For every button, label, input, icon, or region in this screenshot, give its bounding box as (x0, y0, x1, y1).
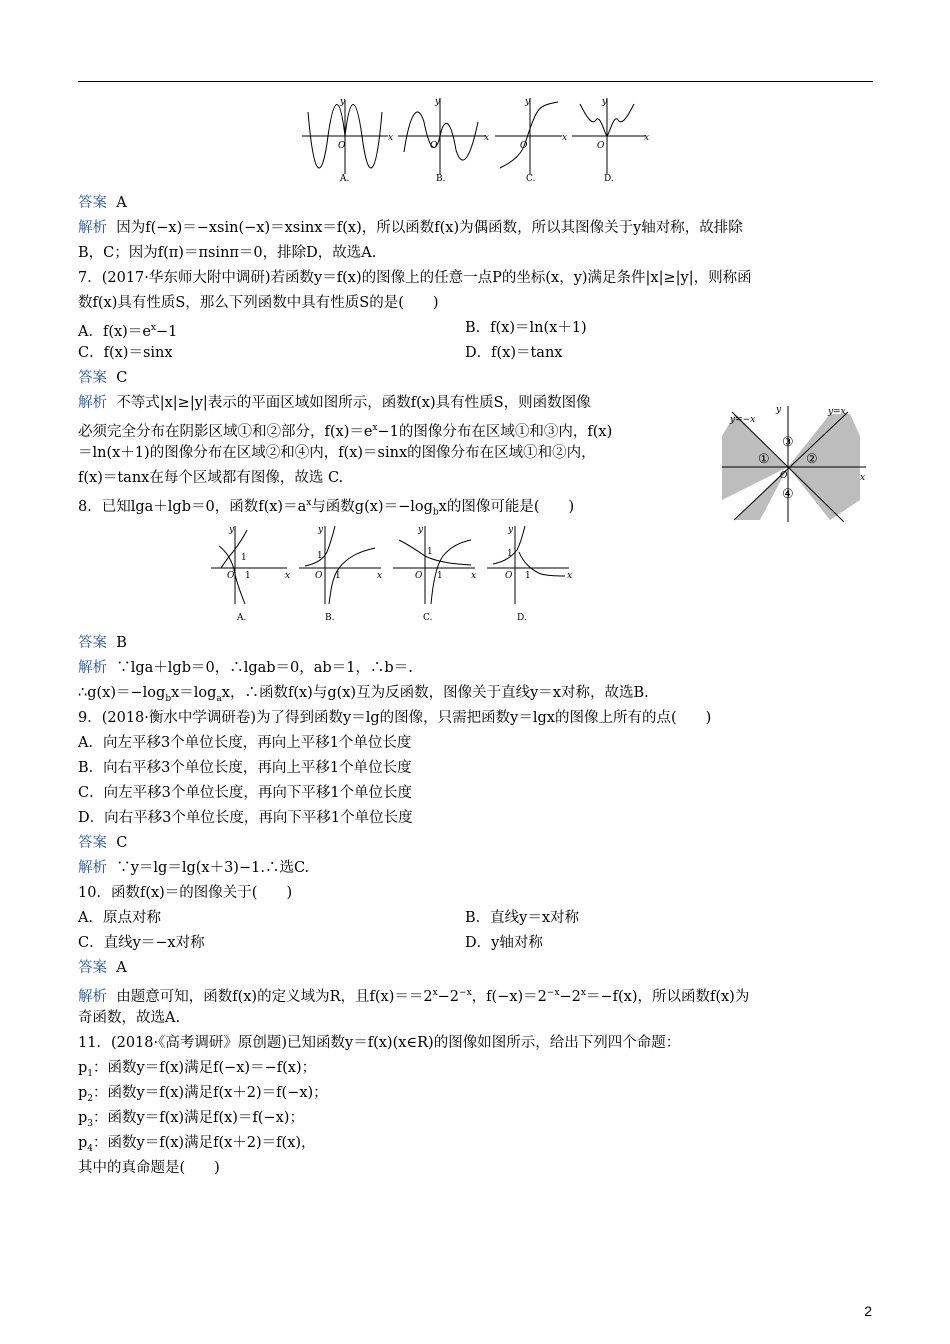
q9-option-b: B．向右平移3个单位长度，再向上平移1个单位长度 (78, 760, 412, 776)
q8-d-y: y (508, 525, 514, 535)
explanation-label: 解析 (78, 660, 107, 676)
q6-b-label: B. (436, 174, 446, 184)
q10-answer-line (78, 958, 127, 978)
q7-region-figure (720, 400, 880, 524)
q8-stem: 8．已知lga＋lgb＝0，函数$f(x)=a^x$与函数$g(x)=-\log_bx$的图像可能是( ) (78, 498, 575, 518)
page-number: 2 (864, 1303, 872, 1319)
q8-a-one: 1 (241, 553, 247, 563)
q6-b-x-label: x (484, 133, 490, 143)
label-y-x: y=x (828, 407, 846, 417)
q8-d-o: O (505, 571, 513, 581)
q8-graph-b (299, 526, 381, 604)
q8-c-y: y (418, 525, 424, 535)
q8-d-one: 1 (507, 549, 513, 559)
q8-c-o: O (415, 571, 423, 581)
answer-label: 答案 (78, 370, 107, 386)
label-y-neg-x: y=−x (730, 415, 756, 425)
explanation-label: 解析 (78, 220, 107, 236)
q10-answer: A (116, 960, 127, 976)
q6-b-origin: O (430, 141, 438, 151)
q8-graph-a (211, 526, 287, 604)
q8-figure (205, 518, 580, 626)
q6-figure (300, 92, 660, 184)
q11-prop-2: $p_2$：函数y＝f(x)满足f(x＋2)＝f(−x)； (78, 1085, 328, 1104)
q8-answer-line (78, 633, 127, 653)
explanation-label: 解析 (78, 988, 107, 1005)
explanation-label: 解析 (78, 395, 107, 411)
q7-exp-line3: ＝ln(x＋1)的图像分布在区域②和④内，f(x)＝sinx的图像分布在区域①和②内， (78, 445, 596, 461)
q8-b-x: x (377, 571, 383, 581)
explanation-label: 解析 (78, 860, 107, 876)
q11-tail: 其中的真命题是( ) (78, 1160, 220, 1176)
answer-label: 答案 (78, 835, 107, 851)
q8-d-one-x: 1 (525, 571, 531, 581)
q8-graph-d (487, 526, 569, 604)
q8-c-label: C. (423, 613, 433, 623)
q8-b-one: 1 (317, 551, 323, 561)
q6-c-x-label: x (562, 133, 568, 143)
q10-option-d: D．y轴对称 (465, 935, 543, 951)
q9-answer: C (116, 835, 128, 851)
q7-answer-line (78, 368, 127, 388)
q6-d-origin: O (597, 141, 605, 151)
region-2-label: ② (806, 452, 818, 467)
q8-a-o: O (227, 571, 235, 581)
answer-label: 答案 (78, 195, 107, 211)
q8-a-one-x: 1 (245, 571, 251, 581)
q7-answer: C (116, 370, 128, 386)
q7-option-d: D．f(x)＝tanx (465, 345, 563, 361)
q8-b-o: O (315, 571, 323, 581)
q6-exp-line1 (78, 218, 743, 238)
region-3-label: ③ (782, 435, 794, 450)
q6-c-label: C. (526, 174, 536, 184)
q8-a-y: y (229, 525, 235, 535)
q6-c-origin: O (520, 141, 528, 151)
q8-d-label: D. (517, 613, 527, 623)
q7-exp1: 不等式|x|≥|y|表示的平面区域如图所示，函数f(x)具有性质S，则函数图像 (116, 395, 591, 411)
q11-prop-3: $p_3$：函数y＝f(x)满足f(x)＝f(−x)； (78, 1110, 304, 1129)
q6-a-origin: O (338, 141, 346, 151)
q6-b-y-label: y (435, 97, 441, 107)
q9-stem: 9．(2018·衡水中学调研卷)为了得到函数y＝lg的图像，只需把函数y＝lgx的图像上所有的点( ) (78, 710, 712, 726)
q7-exp-line4: f(x)＝tanx在每个区域都有图像，故选 C. (78, 470, 344, 486)
q9-exp-line1 (78, 858, 309, 878)
q6-a-label: A. (340, 174, 350, 184)
q7-origin: O (780, 471, 788, 481)
q9-option-c: C．向左平移3个单位长度，再向下平移1个单位长度 (78, 785, 413, 801)
q6-exp1: 因为f(−x)＝−xsin(−x)＝xsinx＝f(x)，所以函数f(x)为偶函数，所以其图像关于y轴对称，故排除 (116, 220, 743, 236)
answer-label: 答案 (78, 635, 107, 651)
q8-c-one-x: 1 (437, 571, 443, 581)
q10-option-c: C．直线y＝−x对称 (78, 935, 205, 951)
q8-graph-c (393, 526, 475, 604)
q6-graph-d (572, 98, 645, 174)
q11-prop-1: $p_1$：函数y＝f(x)满足f(−x)＝−f(x)； (78, 1060, 317, 1079)
q8-b-label: B. (325, 613, 335, 623)
q6-d-x-label: x (644, 133, 650, 143)
q6-d-label: D. (604, 174, 614, 184)
q9-option-d: D．向右平移3个单位长度，再向下平移1个单位长度 (78, 810, 413, 826)
q7-option-c: C．f(x)＝sinx (78, 345, 173, 361)
q7-option-b: B．f(x)＝ln(x＋1) (465, 320, 587, 336)
q10-stem: 10．函数f(x)＝的图像关于( ) (78, 885, 293, 901)
header-rule (78, 81, 873, 82)
q6-a-x-label: x (388, 133, 394, 143)
q6-graph-b (398, 98, 486, 174)
q7-exp-line1 (78, 393, 591, 413)
q8-b-y: y (318, 525, 324, 535)
q7-y-label: y (776, 405, 782, 415)
q10-option-b: B．直线y＝x对称 (465, 910, 580, 926)
q6-c-y-label: y (525, 97, 531, 107)
q6-answer: A (116, 195, 127, 211)
q6-answer-line (78, 193, 127, 213)
q8-exp-line2: $\therefore g(x)=-\log_bx=\log_ax$，∴函数f(x)与g(x)互为反函数，图像关于直线y＝x对称，故选B. (78, 685, 649, 704)
answer-label: 答案 (78, 960, 107, 976)
q8-a-x: x (285, 571, 291, 581)
q8-exp1: ∵lga＋lgb＝0，∴lgab＝0，ab＝1，∴b＝. (116, 660, 413, 676)
q11-stem: 11．(2018·《高考调研》原创题)已知函数y＝f(x)(x∈R)的图像如图所示，给出下列四个命题： (78, 1035, 681, 1051)
q6-a-y-label: y (340, 97, 346, 107)
q9-exp1: ∵y＝lg＝lg(x＋3)−1.∴选C. (116, 860, 310, 876)
q11-prop-4: $p_4$：函数y＝f(x)满足f(x＋2)＝f(x)， (78, 1135, 316, 1154)
q9-answer-line (78, 833, 127, 853)
q7-stem1: 7．(2017·华东师大附中调研)若函数y＝f(x)的图像上的任意一点P的坐标(x，y)满足条件|x|≥|y|，则称函 (78, 270, 752, 286)
q8-exp-line1 (78, 658, 413, 678)
q10-option-a: A．原点对称 (78, 910, 161, 926)
q6-graph-c (495, 98, 562, 174)
q8-d-x: x (567, 571, 573, 581)
q6-d-y-label: y (602, 97, 608, 107)
q7-x-label: x (860, 473, 866, 483)
q6-graph-a (302, 100, 388, 174)
q7-exp-line2: 必须完全分布在阴影区域①和②部分，$f(x)=e^x-1$的图像分布在区域①和③内，f(x) (78, 423, 613, 440)
q8-c-x: x (471, 571, 477, 581)
q8-b-one-x: 1 (335, 571, 341, 581)
q10-exp-line2: 奇函数，故选A. (78, 1010, 181, 1026)
q6-exp-line2: B，C；因为f(π)＝πsinπ＝0，排除D，故选A. (78, 245, 377, 261)
q7-stem2: 数f(x)具有性质S，那么下列函数中具有性质S的是( ) (78, 295, 439, 311)
region-4-label: ④ (782, 487, 794, 502)
q8-a-label: A. (237, 613, 247, 623)
q9-option-a: A．向左平移3个单位长度，再向上平移1个单位长度 (78, 735, 412, 751)
region-1-label: ① (758, 452, 770, 467)
q10-exp-line1: 解析 由题意可知，函数f(x)的定义域为R，且$f(x)==2^x-2^{-x}$，$f(-x)=2^{-x}-2^x=-f(x)$，所以函数f(x)为 (78, 988, 750, 1005)
q8-answer: B (116, 635, 127, 651)
q7-option-a: A．$f(x)=e^x-1$ (78, 323, 178, 340)
q8-c-one: 1 (427, 547, 433, 557)
